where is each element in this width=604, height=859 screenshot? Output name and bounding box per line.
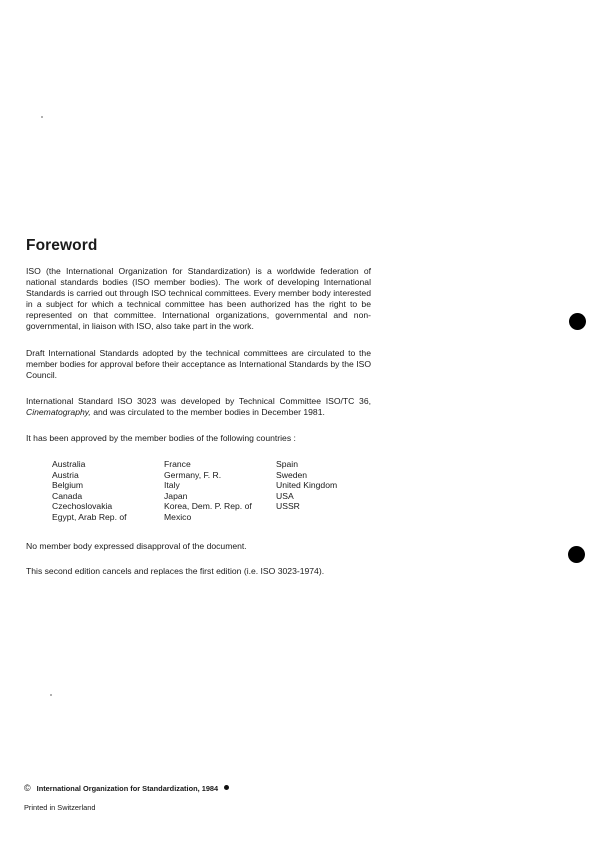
copyright-line — [24, 783, 229, 793]
country-list-column-2 — [164, 459, 252, 522]
development-text-end: and was circulated to the member bodies in December 1981. — [90, 407, 325, 418]
copyright-symbol: © — [24, 783, 31, 793]
bullet-icon — [224, 785, 229, 790]
development-text-start: International Standard ISO 3023 was developed by Technical Committee ISO/TC 36, — [26, 396, 371, 406]
country-item: Japan — [164, 490, 188, 501]
country-item: Czechoslovakia — [52, 501, 113, 511]
country-item: Austria — [52, 469, 79, 480]
country-item: Mexico — [164, 511, 192, 522]
edition-paragraph: This second edition cancels and replaces the first edition (i.e. ISO 3023-1974). — [26, 566, 325, 576]
approval-paragraph: It has been approved by the member bodies of the following countries : — [26, 433, 296, 443]
scan-speck — [50, 694, 52, 696]
country-item: Egypt, Arab Rep. of — [52, 511, 127, 522]
punch-hole-top — [569, 313, 586, 330]
draft-paragraph: Draft International Standards adopted by the technical committees are circulated to the member bodies for approval before their acceptance as International Standards by the ISO Council. — [26, 348, 371, 381]
country-item: USSR — [276, 501, 300, 511]
copyright-text: International Organization for Standardization, 1984 — [36, 784, 219, 793]
punch-hole-bottom — [568, 546, 585, 563]
printed-in-line: Printed in Switzerland — [24, 803, 96, 812]
country-item: United Kingdom — [276, 480, 338, 490]
country-item: USA — [276, 490, 294, 501]
country-item: Germany, F. R. — [164, 469, 222, 480]
country-item: Canada — [52, 490, 83, 501]
disapproval-paragraph: No member body expressed disapproval of the document. — [26, 541, 247, 551]
country-item: Sweden — [276, 469, 308, 480]
country-item: Spain — [276, 459, 298, 469]
committee-name: Cinematography, — [26, 407, 91, 418]
development-paragraph — [26, 396, 371, 418]
country-list-column-3 — [276, 459, 337, 512]
country-item: France — [164, 459, 191, 469]
country-item: Italy — [164, 480, 180, 490]
country-item: Belgium — [52, 480, 84, 490]
page-title: Foreword — [26, 237, 98, 254]
country-item: Korea, Dem. P. Rep. of — [164, 501, 252, 511]
country-item: Australia — [52, 459, 86, 469]
intro-paragraph: ISO (the International Organization for Standardization) is a worldwide federation of national standards bodies (ISO member bodies). The work of developing International Standards is carried out through ISO technical committees. Every member body interested in a subject for which a technical committee has been authorized has the right to be represented on that committee. International organizations, governmental and non-governmental, in liaison with ISO, also take part in the work. — [26, 266, 371, 332]
scan-speck — [41, 116, 43, 118]
country-list-column-1 — [52, 459, 127, 522]
